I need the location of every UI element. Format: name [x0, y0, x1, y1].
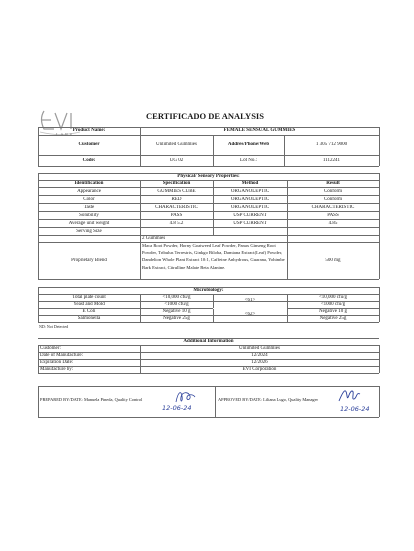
table-row-specification: GUMMIES CUBE: [157, 189, 196, 194]
table-row-identification: Solubility: [79, 213, 99, 218]
nd-note: ND: Not Detected: [39, 324, 69, 329]
table-row-identification: Average unit weight: [68, 221, 110, 226]
additional-row-value: 12/2024: [251, 353, 268, 358]
additional-row-value: 12/2026: [251, 360, 268, 365]
additional-section-title: Additional Information: [183, 339, 234, 344]
code-label: Code:: [82, 158, 96, 163]
micro-row-spec: Negative 25g: [163, 316, 190, 321]
serving-size-label: Serving Size: [76, 229, 102, 234]
table-row-result: Conform: [323, 197, 343, 202]
micro-row-name: Yeast and Mold: [73, 302, 105, 307]
proprietary-blend-ingredients: Maca Root Powder, Horny Goatweed Leaf Powder, Panax Ginseng Root Powder, Tribulus Terrestris, Ginkgo Biloba, Damiana Extract(Leaf) Powder, Dandelion Whole Plant Extract 10:1, Caffeine Anhydrous, Guarana, Yohimbe Bark Extract, Citrulline Malate Beta Alanine.: [142, 243, 285, 270]
micro-method-61: <61>: [244, 298, 256, 303]
micro-row-name: E Coli: [82, 309, 96, 314]
table-row-specification: CHARACTERISTIC: [155, 205, 198, 210]
micro-row-result: Negative 25g: [319, 316, 347, 321]
table-row-result: 4.85: [328, 221, 338, 226]
approved-by-label: APPROVED BY/DATE: Liliana Lugo, Quality Manager: [218, 397, 318, 402]
table-row-result: Conform: [323, 189, 343, 194]
proprietary-blend-label: Proprietary Blend: [71, 258, 107, 263]
document-title: CERTIFICADO DE ANALYSIS: [146, 111, 264, 121]
table-row-method: USP CURRENT: [233, 221, 267, 226]
product-name-label: Product Name:: [72, 128, 106, 133]
micro-row-name: Salmonella: [77, 316, 101, 321]
table-row-result: CHARACTERISTIC: [311, 205, 355, 210]
additional-row-label: Customer:: [40, 346, 61, 351]
proprietary-blend-result: 500 mg: [325, 258, 341, 263]
additional-row-value: EVI Corporation: [242, 367, 277, 372]
logo-subtitle: LABS: [56, 132, 74, 137]
micro-section-title: Microbiology:: [193, 288, 224, 293]
address-value: 1 305 712 9000: [315, 142, 348, 147]
physical-section-title: Physical/ Sensory Properties:: [177, 174, 240, 179]
table-row-method: ORGANOLEPTIC: [230, 205, 270, 210]
table-row-result: PASS: [327, 213, 339, 218]
micro-row-spec: <10,000 cfu/g: [162, 295, 191, 300]
table-row-identification: Color: [83, 197, 95, 202]
lot-value: 1112241: [322, 158, 341, 163]
table-row-method: ORGANOLEPTIC: [230, 197, 270, 202]
table-row-specification: 4.8 5.2: [169, 221, 184, 226]
column-header-specification: Specification: [162, 181, 191, 186]
prepared-date: 12-06-24: [162, 404, 192, 412]
prepared-by-label: PREPARED BY/DATE: Manuela Pineda, Quality Control: [40, 397, 143, 402]
column-header-method: Method: [241, 181, 259, 186]
column-header-identification: Identification: [74, 181, 104, 186]
table-row-method: ORGANOLEPTIC: [230, 189, 270, 194]
table-row-identification: Taste: [83, 205, 95, 210]
additional-row-label: Expiration Date:: [40, 360, 74, 365]
table-row-identification: Appearance: [77, 189, 101, 194]
micro-row-result: <1000 cfu/g: [320, 302, 346, 307]
approved-signature: [336, 386, 362, 406]
approved-date: 12-06-24: [340, 405, 370, 413]
micro-row-spec: Negative 10 g: [162, 309, 191, 314]
code-value: UG 02: [169, 158, 184, 163]
lot-label: Lot No.:: [240, 158, 257, 163]
serving-size-value: 2 Gummies: [142, 236, 166, 241]
table-row-method: USP CURRENT: [233, 213, 267, 218]
micro-row-result: <10,000 cfu/g: [318, 295, 348, 300]
product-name-value: FEMALE SENSUAL GUMMIES: [223, 128, 296, 133]
micro-method-62: <62>: [244, 312, 256, 317]
micro-row-spec: <1000 cfu/g: [164, 302, 189, 307]
micro-row-name: Total plate count: [72, 295, 106, 300]
additional-row-label: Manufacture by:: [40, 367, 74, 372]
table-row-specification: RED: [171, 197, 182, 202]
table-row-specification: PASS: [170, 213, 183, 218]
column-header-result: Result: [326, 181, 340, 186]
additional-row-value: Unlimited Gummies: [239, 346, 280, 351]
micro-row-result: Negative 10 g: [318, 309, 348, 314]
address-label: Addres/Phone/Web: [227, 142, 270, 147]
customer-value: Unlimited Gummies: [156, 142, 197, 147]
customer-label: Customer: [78, 142, 100, 147]
additional-row-label: Date of Manufacture:: [40, 353, 84, 358]
